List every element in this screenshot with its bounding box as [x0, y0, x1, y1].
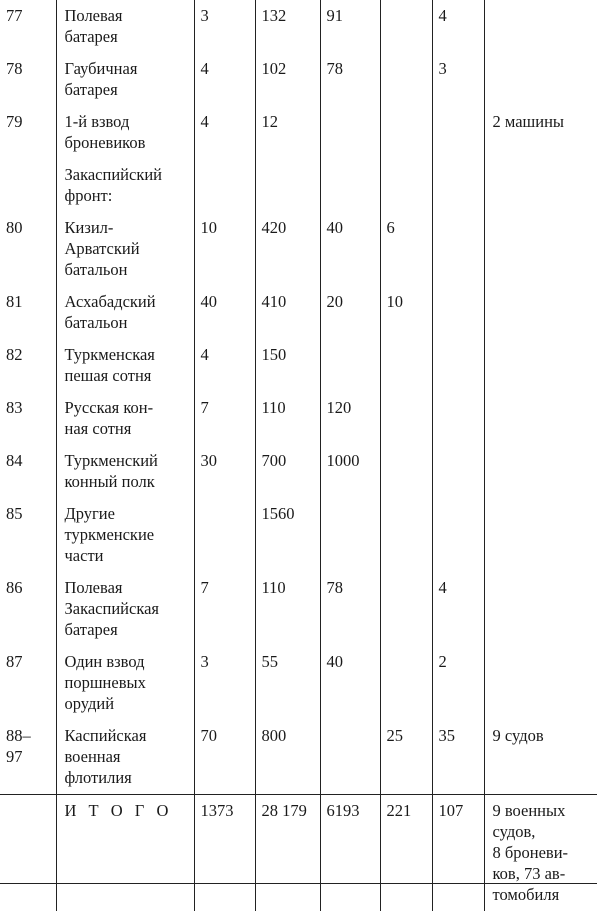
row-number: 84: [0, 445, 56, 498]
total-note: 9 военных судов, 8 броневи- ков, 73 ав- томобиля: [484, 795, 597, 911]
row-number: 79: [0, 106, 56, 159]
note-value: [484, 498, 597, 572]
col-2-value: 102: [255, 53, 320, 106]
col-4-value: [380, 339, 432, 392]
col-1-value: [194, 159, 255, 212]
note-value: [484, 445, 597, 498]
col-4-value: [380, 106, 432, 159]
unit-name: Туркменская пешая сотня: [56, 339, 194, 392]
table-row: [0, 159, 597, 212]
table-row: [0, 212, 597, 286]
table-row: [0, 646, 597, 720]
unit-name: Полевая Закаспийская батарея: [56, 572, 194, 646]
row-number: 78: [0, 53, 56, 106]
total-label: И Т О Г О: [56, 795, 194, 911]
total-col-2: 28 179: [255, 795, 320, 911]
col-3-value: 78: [320, 53, 380, 106]
table-row: [0, 286, 597, 339]
col-5-value: 3: [432, 53, 484, 106]
table-row: [0, 572, 597, 646]
col-3-value: 120: [320, 392, 380, 445]
col-4-value: [380, 445, 432, 498]
unit-name: Один взвод поршневых орудий: [56, 646, 194, 720]
row-number: 82: [0, 339, 56, 392]
table-row: [0, 339, 597, 392]
col-2-value: 700: [255, 445, 320, 498]
total-col-4: 221: [380, 795, 432, 911]
col-5-value: [432, 106, 484, 159]
note-value: [484, 286, 597, 339]
unit-name: Полевая батарея: [56, 0, 194, 53]
note-value: [484, 53, 597, 106]
col-1-value: 3: [194, 0, 255, 53]
col-5-value: [432, 445, 484, 498]
col-4-value: [380, 0, 432, 53]
col-5-value: 35: [432, 720, 484, 795]
col-5-value: [432, 392, 484, 445]
note-value: 2 машины: [484, 106, 597, 159]
row-number: 81: [0, 286, 56, 339]
col-4-value: 25: [380, 720, 432, 795]
unit-name: Туркменский конный полк: [56, 445, 194, 498]
col-5-value: 2: [432, 646, 484, 720]
col-1-value: 4: [194, 106, 255, 159]
col-5-value: 4: [432, 0, 484, 53]
col-4-value: [380, 159, 432, 212]
total-col-3: 6193: [320, 795, 380, 911]
unit-name: Другие туркменские части: [56, 498, 194, 572]
bottom-rule: [0, 883, 597, 884]
col-5-value: [432, 286, 484, 339]
col-4-value: [380, 392, 432, 445]
col-5-value: 4: [432, 572, 484, 646]
col-3-value: 20: [320, 286, 380, 339]
note-value: [484, 572, 597, 646]
col-5-value: [432, 498, 484, 572]
col-2-value: 12: [255, 106, 320, 159]
col-2-value: 132: [255, 0, 320, 53]
unit-name: Кизил- Арватский батальон: [56, 212, 194, 286]
col-2-value: 150: [255, 339, 320, 392]
note-value: [484, 392, 597, 445]
col-5-value: [432, 339, 484, 392]
table-row: [0, 498, 597, 572]
note-value: [484, 159, 597, 212]
col-2-value: [255, 159, 320, 212]
col-3-value: [320, 720, 380, 795]
table-row: [0, 0, 597, 53]
col-3-value: 40: [320, 646, 380, 720]
table-row: [0, 445, 597, 498]
col-4-value: [380, 646, 432, 720]
unit-name: Гаубичная батарея: [56, 53, 194, 106]
col-3-value: 1000: [320, 445, 380, 498]
col-1-value: 4: [194, 53, 255, 106]
total-col-1: 1373: [194, 795, 255, 911]
col-1-value: 4: [194, 339, 255, 392]
col-5-value: [432, 212, 484, 286]
col-3-value: [320, 159, 380, 212]
note-value: [484, 0, 597, 53]
col-3-value: 40: [320, 212, 380, 286]
note-value: 9 судов: [484, 720, 597, 795]
table-row: [0, 53, 597, 106]
col-3-value: 78: [320, 572, 380, 646]
col-1-value: [194, 498, 255, 572]
col-5-value: [432, 159, 484, 212]
unit-name: Закаспийский фронт:: [56, 159, 194, 212]
note-value: [484, 646, 597, 720]
col-2-value: 110: [255, 392, 320, 445]
row-number: [0, 159, 56, 212]
col-1-value: 3: [194, 646, 255, 720]
col-4-value: [380, 53, 432, 106]
col-4-value: [380, 572, 432, 646]
row-number: 87: [0, 646, 56, 720]
col-1-value: 10: [194, 212, 255, 286]
col-3-value: 91: [320, 0, 380, 53]
col-1-value: 7: [194, 392, 255, 445]
col-3-value: [320, 106, 380, 159]
row-number: 85: [0, 498, 56, 572]
col-3-value: [320, 339, 380, 392]
table-row: [0, 106, 597, 159]
col-2-value: 110: [255, 572, 320, 646]
col-1-value: 70: [194, 720, 255, 795]
col-1-value: 30: [194, 445, 255, 498]
total-row: [0, 795, 597, 911]
unit-name: Каспийская военная флотилия: [56, 720, 194, 795]
col-2-value: 1560: [255, 498, 320, 572]
col-4-value: 6: [380, 212, 432, 286]
col-1-value: 7: [194, 572, 255, 646]
col-2-value: 800: [255, 720, 320, 795]
unit-name: Асхабадский батальон: [56, 286, 194, 339]
row-number: 80: [0, 212, 56, 286]
col-2-value: 410: [255, 286, 320, 339]
table-row: [0, 720, 597, 795]
note-value: [484, 339, 597, 392]
total-col-5: 107: [432, 795, 484, 911]
col-2-value: 55: [255, 646, 320, 720]
total-number-cell: [0, 795, 56, 911]
row-number: 86: [0, 572, 56, 646]
col-2-value: 420: [255, 212, 320, 286]
row-number: 88– 97: [0, 720, 56, 795]
unit-name: 1-й взвод броневиков: [56, 106, 194, 159]
table-row: [0, 392, 597, 445]
row-number: 77: [0, 0, 56, 53]
col-1-value: 40: [194, 286, 255, 339]
note-value: [484, 212, 597, 286]
col-3-value: [320, 498, 380, 572]
col-4-value: [380, 498, 432, 572]
row-number: 83: [0, 392, 56, 445]
unit-name: Русская кон- ная сотня: [56, 392, 194, 445]
col-4-value: 10: [380, 286, 432, 339]
